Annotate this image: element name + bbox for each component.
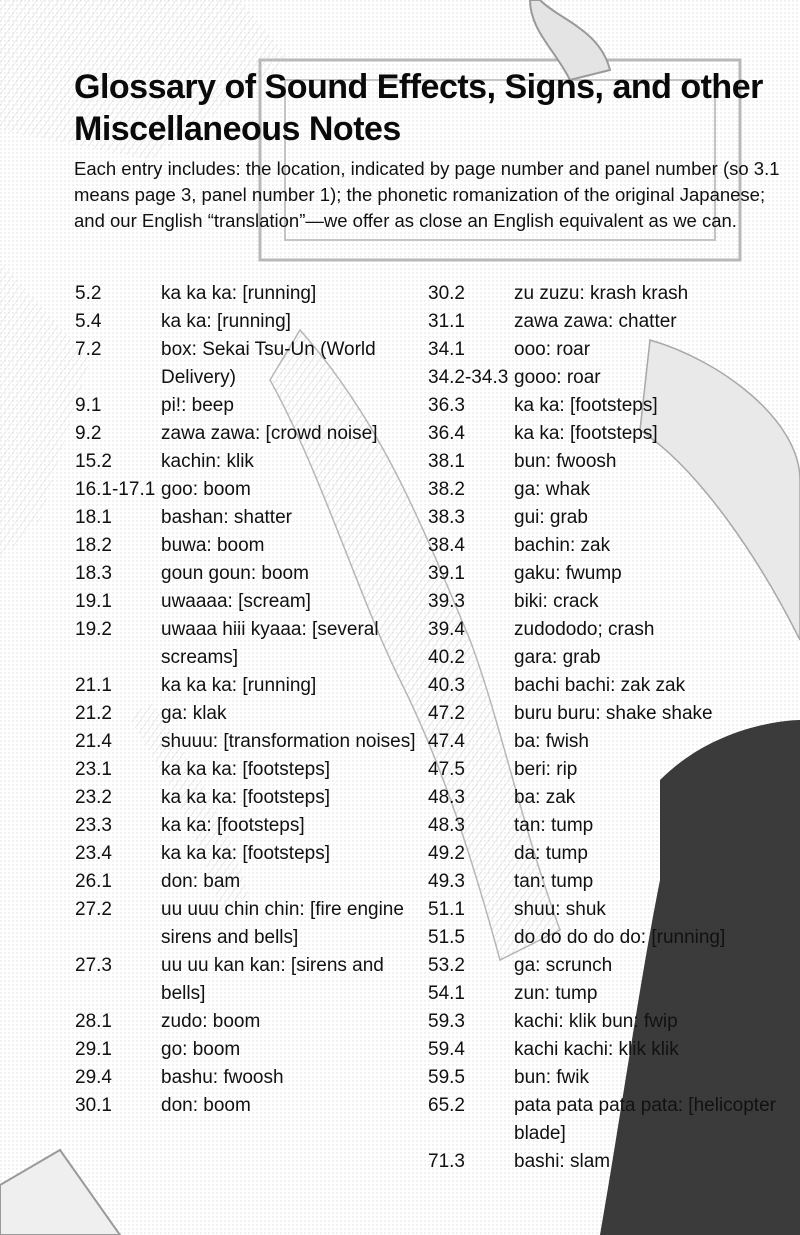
entry-translation: ba: zak — [514, 787, 576, 808]
glossary-entry — [75, 756, 420, 784]
glossary-entry — [75, 952, 420, 1008]
glossary-entry — [75, 504, 420, 532]
entry-location: 36.3 — [428, 395, 465, 416]
glossary-entry — [428, 812, 788, 840]
entry-translation: zu zuzu: krash krash — [514, 283, 689, 304]
entry-location: 23.2 — [75, 787, 112, 808]
entry-translation: do do do do do: [running] — [514, 927, 726, 948]
entry-translation: bun: fwoosh — [514, 451, 617, 472]
glossary-entry — [428, 336, 788, 364]
entry-translation: uu uuu chin chin: [fire engine sirens and bells] — [161, 899, 404, 948]
glossary-entry — [75, 532, 420, 560]
entry-translation: tan: tump — [514, 871, 594, 892]
entry-location: 59.4 — [428, 1039, 465, 1060]
entry-translation: gaku: fwump — [514, 563, 622, 584]
entry-location: 28.1 — [75, 1011, 112, 1032]
glossary-entry — [428, 700, 788, 728]
entry-translation: zun: tump — [514, 983, 598, 1004]
glossary-entry — [428, 1064, 788, 1092]
entry-location: 40.2 — [428, 647, 465, 668]
entry-location: 30.2 — [428, 283, 465, 304]
entry-location: 30.1 — [75, 1095, 112, 1116]
entry-translation: bashu: fwoosh — [161, 1067, 284, 1088]
glossary-entry — [428, 756, 788, 784]
glossary-entry — [75, 896, 420, 952]
entry-location: 38.3 — [428, 507, 465, 528]
entry-location: 27.3 — [75, 955, 112, 976]
entry-location: 34.2-34.3 — [428, 367, 509, 388]
glossary-entry — [75, 728, 420, 756]
glossary-entry — [428, 420, 788, 448]
glossary-entry — [428, 364, 788, 392]
entry-location: 47.2 — [428, 703, 465, 724]
glossary-entry — [75, 1092, 420, 1120]
entry-translation: ka ka: [footsteps] — [161, 815, 305, 836]
entry-location: 21.1 — [75, 675, 112, 696]
entry-location: 47.5 — [428, 759, 465, 780]
entry-translation: ba: fwish — [514, 731, 589, 752]
entry-location: 48.3 — [428, 815, 465, 836]
entry-translation: gara: grab — [514, 647, 601, 668]
entry-location: 54.1 — [428, 983, 465, 1004]
entry-location: 53.2 — [428, 955, 465, 976]
entry-location: 71.3 — [428, 1151, 465, 1172]
entry-translation: ka ka ka: [running] — [161, 675, 317, 696]
glossary-entry — [428, 784, 788, 812]
entry-translation: kachi kachi: klik klik — [514, 1039, 679, 1060]
entry-translation: buwa: boom — [161, 535, 265, 556]
glossary-entry — [75, 868, 420, 896]
glossary-entry — [75, 336, 420, 392]
glossary-entry — [428, 392, 788, 420]
entry-translation: box: Sekai Tsu-Un (World Delivery) — [161, 339, 376, 388]
intro-paragraph: Each entry includes: the location, indicated by page number and panel number (so 3.1 means page 3, panel number 1); the phonetic romanization of the original Japanese; and our English “translation”—we offer as close an English equivalent as we can. — [74, 158, 780, 231]
glossary-entry — [428, 840, 788, 868]
glossary-entry — [428, 924, 788, 952]
entry-location: 19.2 — [75, 619, 112, 640]
entry-translation: goo: boom — [161, 479, 251, 500]
glossary-entry — [428, 1092, 788, 1148]
entry-location: 27.2 — [75, 899, 112, 920]
entry-location: 16.1-17.1 — [75, 479, 156, 500]
entry-location: 23.1 — [75, 759, 112, 780]
entry-location: 21.4 — [75, 731, 112, 752]
entry-location: 38.1 — [428, 451, 465, 472]
entry-translation: pata pata pata pata: [helicopter blade] — [514, 1095, 776, 1144]
glossary-entry — [75, 840, 420, 868]
entry-translation: bachin: zak — [514, 535, 611, 556]
glossary-entry — [75, 1036, 420, 1064]
glossary-entry — [428, 280, 788, 308]
entry-translation: ka ka ka: [footsteps] — [161, 759, 330, 780]
entry-translation: don: bam — [161, 871, 241, 892]
entry-translation: ka ka ka: [footsteps] — [161, 787, 330, 808]
entry-location: 39.1 — [428, 563, 465, 584]
glossary-entry — [428, 672, 788, 700]
entry-translation: ga: whak — [514, 479, 591, 500]
entry-translation: bashan: shatter — [161, 507, 292, 528]
entry-translation: uwaaa hiii kyaaa: [several screams] — [161, 619, 379, 668]
entry-location: 34.1 — [428, 339, 465, 360]
glossary-entry — [428, 728, 788, 756]
glossary-entry — [75, 1008, 420, 1036]
glossary-entry — [428, 588, 788, 616]
glossary-entry — [428, 1036, 788, 1064]
glossary-entry — [428, 476, 788, 504]
entry-location: 49.2 — [428, 843, 465, 864]
entry-translation: uwaaaa: [scream] — [161, 591, 311, 612]
page-title: Glossary of Sound Effects, Signs, and other Miscellaneous Notes — [74, 68, 763, 148]
glossary-entry — [428, 980, 788, 1008]
entry-location: 48.3 — [428, 787, 465, 808]
entry-location: 39.4 — [428, 619, 465, 640]
glossary-entry — [75, 700, 420, 728]
entry-translation: uu uu kan kan: [sirens and bells] — [161, 955, 384, 1004]
entry-location: 65.2 — [428, 1095, 465, 1116]
entry-location: 36.4 — [428, 423, 465, 444]
entry-translation: ga: scrunch — [514, 955, 613, 976]
entry-location: 38.4 — [428, 535, 465, 556]
entry-location: 9.1 — [75, 395, 102, 416]
glossary-entry — [428, 504, 788, 532]
glossary-entry — [75, 392, 420, 420]
entry-location: 40.3 — [428, 675, 465, 696]
entry-location: 59.5 — [428, 1067, 465, 1088]
entry-translation: don: boom — [161, 1095, 251, 1116]
glossary-entry — [428, 952, 788, 980]
glossary-entry — [75, 1064, 420, 1092]
entry-location: 29.4 — [75, 1067, 112, 1088]
entry-translation: kachin: klik — [161, 451, 254, 472]
entry-translation: shuuu: [transformation noises] — [161, 731, 416, 752]
glossary-entry — [75, 784, 420, 812]
entry-translation: tan: tump — [514, 815, 594, 836]
glossary-entry — [428, 644, 788, 672]
glossary-entry — [75, 616, 420, 672]
entry-location: 18.3 — [75, 563, 112, 584]
glossary-entry — [428, 868, 788, 896]
entry-translation: kachi: klik bun: fwip — [514, 1011, 678, 1032]
entry-translation: da: tump — [514, 843, 588, 864]
entry-location: 5.2 — [75, 283, 102, 304]
entry-translation: ga: klak — [161, 703, 227, 724]
entry-translation: bachi bachi: zak zak — [514, 675, 686, 696]
glossary-entry — [428, 896, 788, 924]
glossary-entry — [428, 448, 788, 476]
entry-translation: ka ka: [footsteps] — [514, 395, 658, 416]
entry-location: 26.1 — [75, 871, 112, 892]
entry-translation: bun: fwik — [514, 1067, 589, 1088]
glossary-entry — [75, 560, 420, 588]
entry-translation: shuu: shuk — [514, 899, 606, 920]
entry-location: 59.3 — [428, 1011, 465, 1032]
glossary-entry — [75, 280, 420, 308]
glossary-entry — [428, 532, 788, 560]
entry-location: 18.1 — [75, 507, 112, 528]
glossary-entry — [428, 616, 788, 644]
entry-location: 29.1 — [75, 1039, 112, 1060]
entry-location: 9.2 — [75, 423, 102, 444]
entry-translation: gui: grab — [514, 507, 588, 528]
entry-location: 49.3 — [428, 871, 465, 892]
glossary-entry — [75, 476, 420, 504]
entry-translation: zudo: boom — [161, 1011, 261, 1032]
glossary-entry — [428, 1148, 788, 1176]
entry-location: 21.2 — [75, 703, 112, 724]
glossary-entry — [428, 1008, 788, 1036]
entry-translation: ka ka: [running] — [161, 311, 291, 332]
entry-translation: zawa zawa: chatter — [514, 311, 677, 332]
glossary-entry — [75, 588, 420, 616]
glossary-entry — [75, 308, 420, 336]
entry-translation: biki: crack — [514, 591, 599, 612]
entry-location: 38.2 — [428, 479, 465, 500]
entry-translation: goun goun: boom — [161, 563, 309, 584]
glossary-entry — [75, 448, 420, 476]
entry-translation: zawa zawa: [crowd noise] — [161, 423, 378, 444]
entry-location: 23.3 — [75, 815, 112, 836]
entry-translation: ka ka ka: [running] — [161, 283, 317, 304]
glossary-entry — [75, 672, 420, 700]
entry-translation: ooo: roar — [514, 339, 591, 360]
entry-translation: gooo: roar — [514, 367, 601, 388]
glossary-entry — [428, 560, 788, 588]
entry-location: 18.2 — [75, 535, 112, 556]
glossary-left-column — [75, 280, 420, 1120]
entry-translation: ka ka ka: [footsteps] — [161, 843, 330, 864]
entry-location: 31.1 — [428, 311, 465, 332]
entry-translation: beri: rip — [514, 759, 578, 780]
glossary-entry — [428, 308, 788, 336]
entry-translation: go: boom — [161, 1039, 241, 1060]
entry-location: 15.2 — [75, 451, 112, 472]
entry-translation: pi!: beep — [161, 395, 234, 416]
entry-translation: zudododo; crash — [514, 619, 655, 640]
glossary-right-column — [428, 280, 788, 1176]
entry-location: 51.5 — [428, 927, 465, 948]
entry-location: 7.2 — [75, 339, 102, 360]
glossary-entry — [75, 812, 420, 840]
entry-location: 5.4 — [75, 311, 102, 332]
entry-location: 23.4 — [75, 843, 112, 864]
entry-location: 51.1 — [428, 899, 465, 920]
entry-location: 19.1 — [75, 591, 112, 612]
entry-location: 39.3 — [428, 591, 465, 612]
glossary-entry — [75, 420, 420, 448]
entry-translation: buru buru: shake shake — [514, 703, 713, 724]
entry-translation: ka ka: [footsteps] — [514, 423, 658, 444]
entry-location: 47.4 — [428, 731, 465, 752]
entry-translation: bashi: slam — [514, 1151, 611, 1172]
